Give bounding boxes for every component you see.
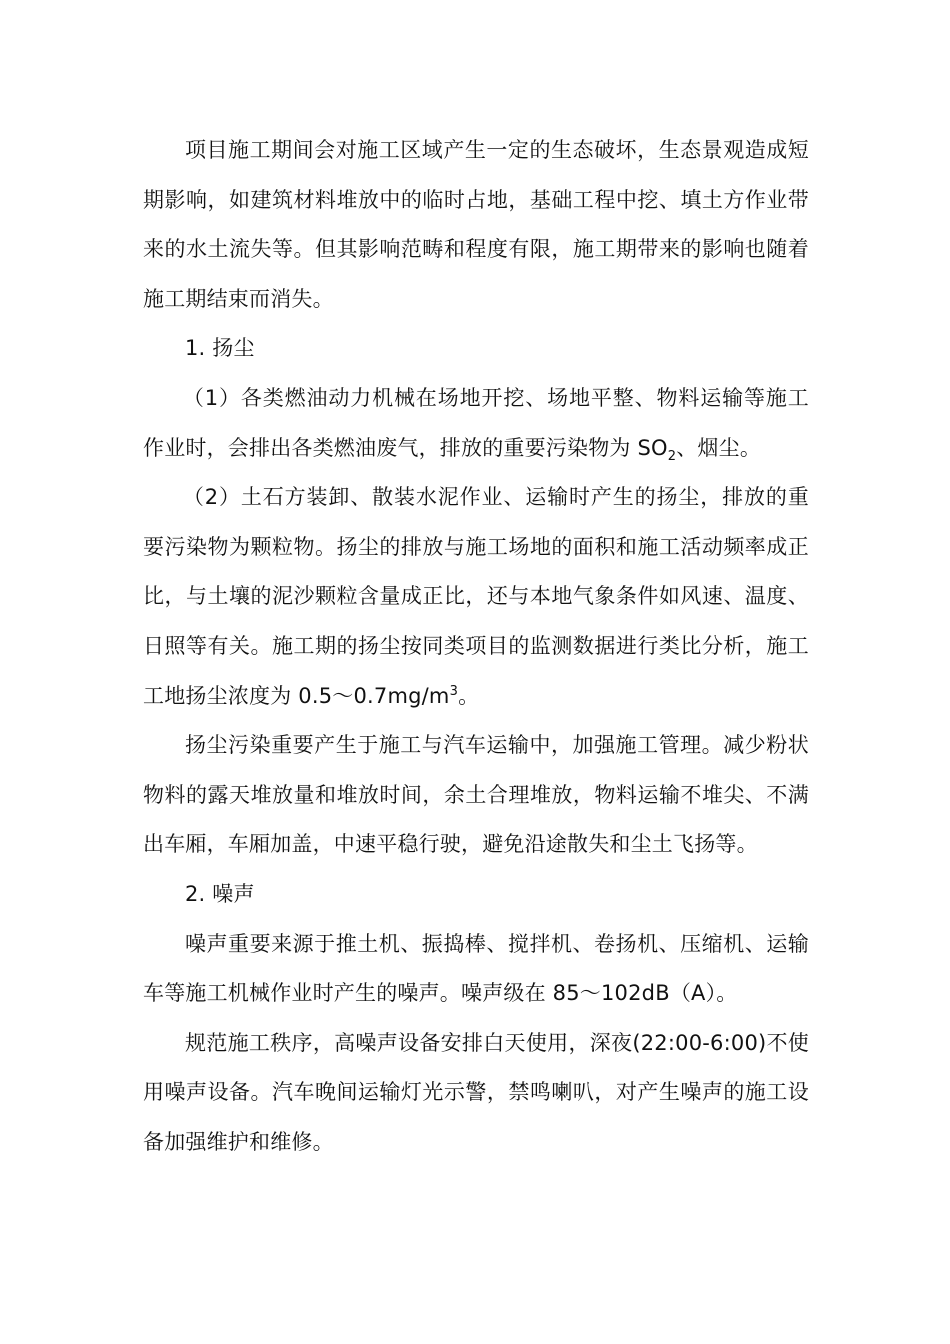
paragraph-noise-control: 规范施工秩序，高噪声设备安排白天使用，深夜(22:00-6:00)不使用噪声设备。汽车晚间运输灯光示警，禁鸣喇叭，对产生噪声的施工设备加强维护和维修。 (143, 1030, 809, 1154)
paragraph-fuel-emissions-text: （1）各类燃油动力机械在场地开挖、场地平整、物料运输等施工作业时，会排出各类燃油废气，排放的重要污染物为 SO (143, 385, 809, 460)
cubic-superscript: 3 (449, 683, 459, 699)
paragraph-ecology-impact: 项目施工期间会对施工区域产生一定的生态破坏，生态景观造成短期影响，如建筑材料堆放中的临时占地，基础工程中挖、填土方作业带来的水土流失等。但其影响范畴和程度有限，施工期带来的影响也随着施工期结束而消失。 (143, 138, 809, 311)
paragraph-dust-generation (143, 473, 809, 721)
paragraph-fuel-emissions-tail: 、烟尘。 (676, 435, 762, 460)
paragraph-dust-control: 扬尘污染重要产生于施工与汽车运输中，加强施工管理。减少粉状物料的露天堆放量和堆放时间，余土合理堆放，物料运输不堆尖、不满出车厢，车厢加盖，中速平稳行驶，避免沿途散失和尘土飞扬等。 (143, 733, 809, 857)
paragraph-dust-generation-text: （2）土石方装卸、散装水泥作业、运输时产生的扬尘，排放的重要污染物为颗粒物。扬尘的排放与施工场地的面积和施工活动频率成正比，与土壤的泥沙颗粒含量成正比，还与本地气象条件如风速、温度、日照等有关。施工期的扬尘按同类项目的监测数据进行类比分析，施工工地扬尘浓度为 0.5～0.7mg/m (143, 485, 809, 708)
so2-subscript: 2 (667, 448, 677, 464)
document-page (143, 126, 809, 1167)
section-heading-noise: 2. 噪声 (185, 881, 255, 906)
paragraph-dust-generation-tail: 。 (458, 683, 480, 708)
paragraph-fuel-emissions (143, 374, 809, 473)
paragraph-noise-sources: 噪声重要来源于推土机、振捣棒、搅拌机、卷扬机、压缩机、运输车等施工机械作业时产生的噪声。噪声级在 85～102dB（A）。 (143, 931, 809, 1006)
section-heading-dust: 1. 扬尘 (185, 336, 255, 361)
